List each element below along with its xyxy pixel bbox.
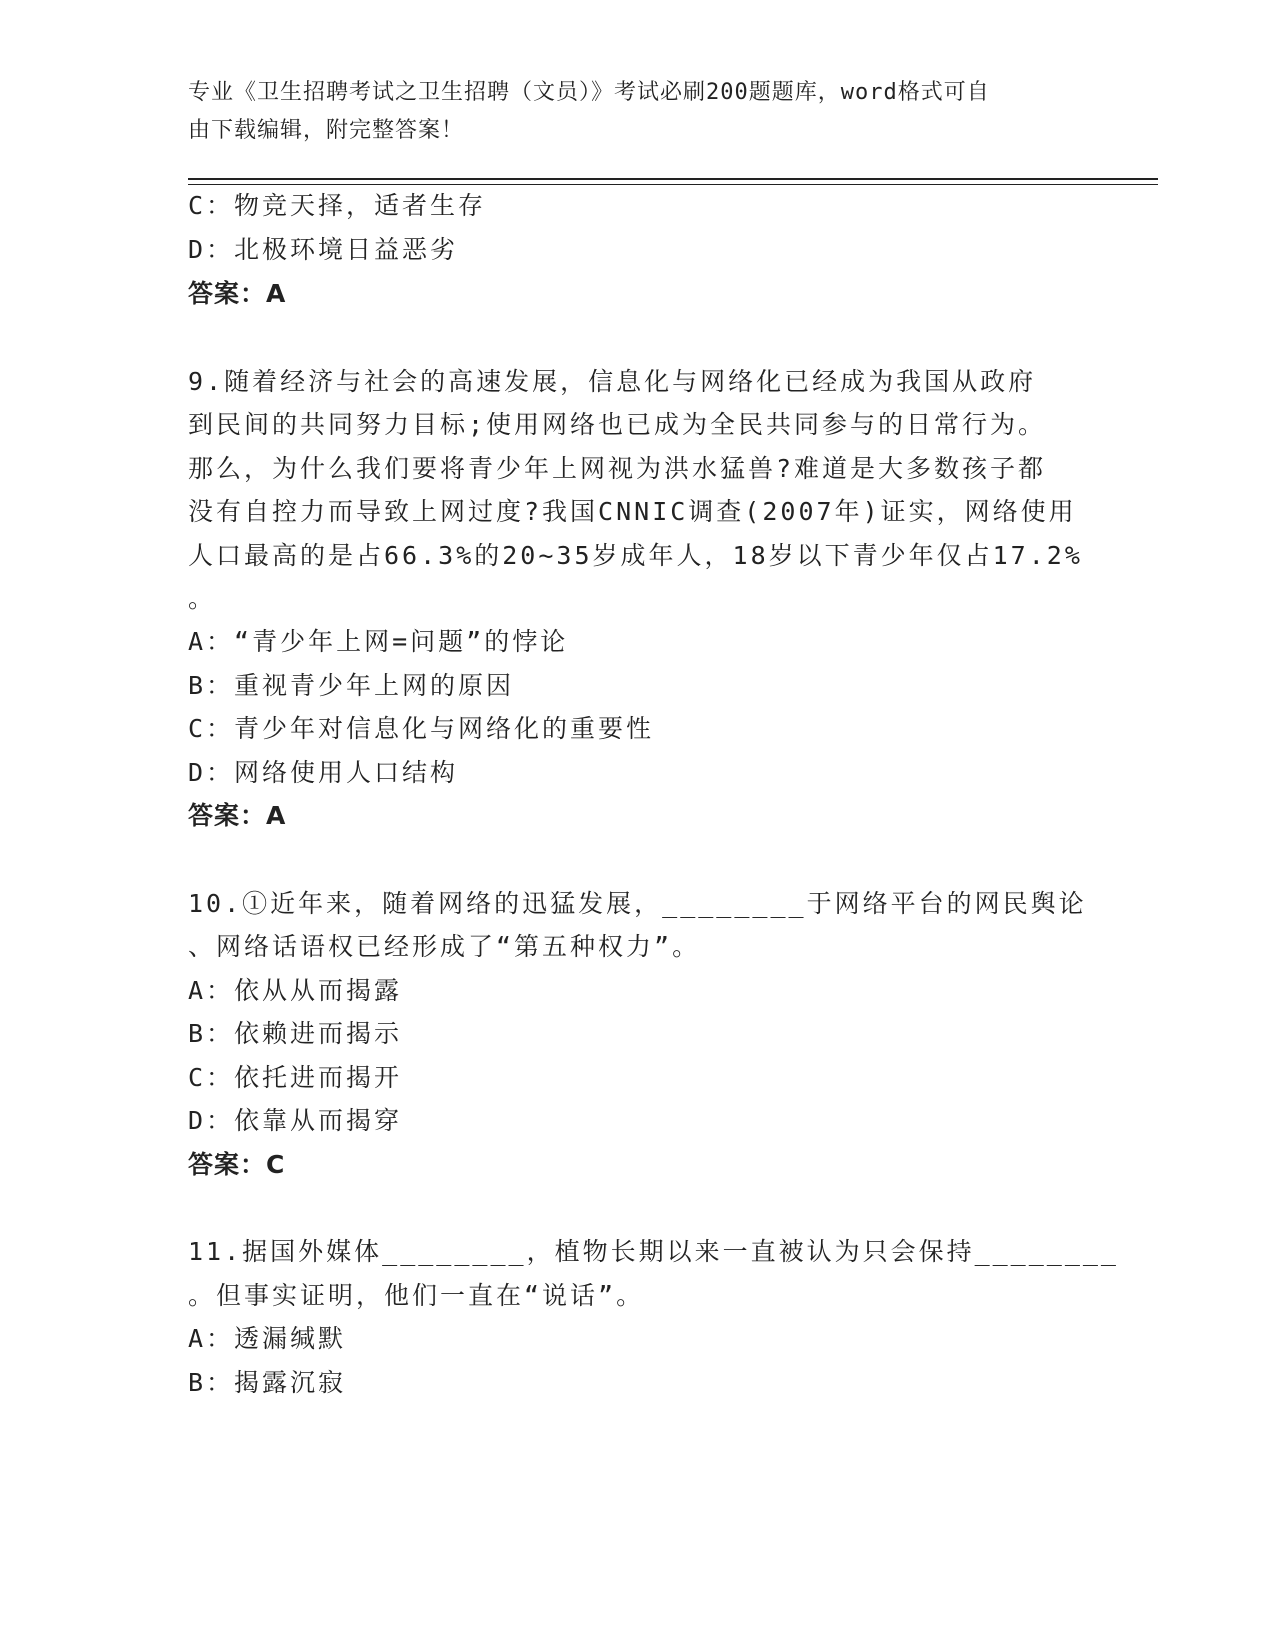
header-line-1: 专业《卫生招聘考试之卫生招聘（文员）》考试必刷200题题库，word格式可自: [188, 80, 990, 105]
q9-stem-line-4: 没有自控力而导致上网过度?我国CNNIC调查(2007年)证实，网络使用: [188, 497, 1077, 526]
q11-option-b: B：揭露沉寂: [188, 1368, 347, 1397]
q9-stem-line-3: 那么，为什么我们要将青少年上网视为洪水猛兽?难道是大多数孩子都: [188, 454, 1047, 483]
q11-option-a: A：透漏缄默: [188, 1324, 347, 1353]
q9-stem-line-6: 。: [188, 584, 217, 613]
header-line-2: 由下载编辑，附完整答案！: [188, 118, 465, 143]
q11-stem-line-1: 11.据国外媒体________，植物长期以来一直被认为只会保持________: [188, 1237, 1119, 1266]
q9-option-c: C：青少年对信息化与网络化的重要性: [188, 714, 655, 743]
q8-option-c: C：物竞天择，适者生存: [188, 191, 487, 220]
q9-answer: 答案：A: [188, 801, 287, 830]
q9-option-b: B：重视青少年上网的原因: [188, 671, 515, 700]
q9-stem-line-1: 9.随着经济与社会的高速发展，信息化与网络化已经成为我国从政府: [188, 367, 1037, 396]
header-divider-thin: [188, 184, 1158, 185]
q9-option-a: A：“青少年上网=问题”的悖论: [188, 627, 569, 656]
q10-stem-line-2: 、网络话语权已经形成了“第五种权力”。: [188, 932, 701, 961]
q10-option-a: A：依从从而揭露: [188, 976, 403, 1005]
q8-option-d: D：北极环境日益恶劣: [188, 235, 459, 264]
q10-option-b: B：依赖进而揭示: [188, 1019, 403, 1048]
q10-option-c: C：依托进而揭开: [188, 1063, 403, 1092]
q9-stem-line-2: 到民间的共同努力目标;使用网络也已成为全民共同参与的日常行为。: [188, 410, 1047, 439]
q11-stem-line-2: 。但事实证明，他们一直在“说话”。: [188, 1281, 645, 1310]
document-header: [188, 74, 1068, 150]
q9-stem-line-5: 人口最高的是占66.3%的20~35岁成年人，18岁以下青少年仅占17.2%: [188, 541, 1083, 570]
q10-answer: 答案：C: [188, 1150, 286, 1179]
q10-stem-line-1: 10.①近年来，随着网络的迅猛发展，________于网络平台的网民舆论: [188, 889, 1087, 918]
q10-option-d: D：依靠从而揭穿: [188, 1106, 403, 1135]
header-divider-thick: [188, 178, 1158, 180]
q9-option-d: D：网络使用人口结构: [188, 758, 459, 787]
q8-answer: 答案：A: [188, 279, 287, 308]
